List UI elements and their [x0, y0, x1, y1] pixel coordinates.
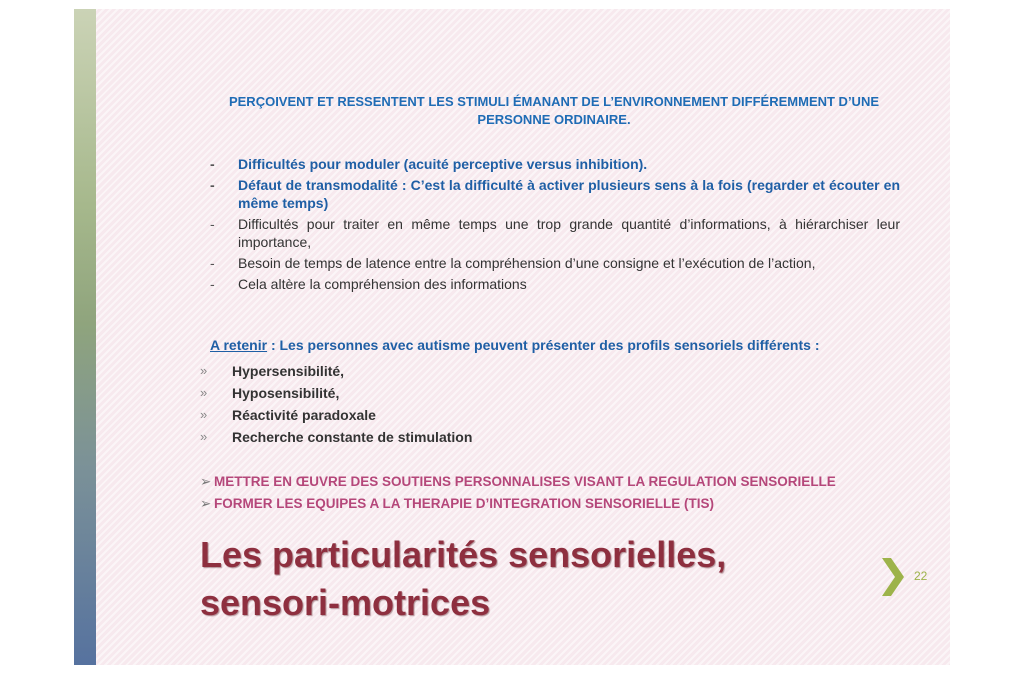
retain-text: : Les personnes avec autisme peuvent présenter des profils sensoriels différents : — [267, 337, 820, 353]
arrow-bullet-icon: ➢ — [200, 474, 212, 489]
page-number: 22 — [914, 569, 928, 583]
profile-item — [200, 382, 472, 404]
dash-marker: - — [210, 255, 215, 271]
list-item-text: Difficultés pour moduler (acuité perceptive versus inhibition). — [238, 156, 648, 172]
profile-item — [200, 404, 472, 426]
dash-marker: - — [210, 276, 215, 292]
dash-marker: - — [210, 156, 215, 172]
list-item — [210, 254, 900, 272]
action-item — [200, 471, 836, 493]
list-item — [210, 155, 900, 173]
profile-item-text: Recherche constante de stimulation — [232, 429, 473, 445]
slide — [74, 9, 950, 665]
list-item — [210, 176, 900, 212]
list-item — [210, 275, 900, 293]
retain-label: A retenir — [210, 337, 268, 353]
sensory-profiles-list — [200, 360, 472, 448]
action-item — [200, 493, 836, 515]
chevron-right-icon — [882, 558, 904, 596]
dash-marker: - — [210, 216, 215, 232]
side-gradient-bar — [74, 9, 96, 665]
chevron-marker: » — [200, 407, 208, 422]
difficulties-list — [210, 155, 900, 296]
action-item-text: METTRE EN ŒUVRE DES SOUTIENS PERSONNALISES VISANT LA REGULATION SENSORIELLE — [214, 474, 836, 489]
chevron-marker: » — [200, 385, 208, 400]
retain-note — [210, 337, 819, 353]
slide-heading: PERÇOIVENT ET RESSENTENT LES STIMULI ÉMANANT DE L’ENVIRONNEMENT DIFFÉREMMENT D’UNE PERSONNE ORDINAIRE. — [228, 94, 880, 127]
profile-item-text: Réactivité paradoxale — [232, 407, 376, 423]
action-item-text: FORMER LES EQUIPES A LA THERAPIE D’INTEGRATION SENSORIELLE (TIS) — [214, 496, 715, 511]
profile-item — [200, 426, 472, 448]
list-item-text: Cela altère la compréhension des informations — [238, 276, 527, 292]
arrow-bullet-icon: ➢ — [200, 496, 212, 511]
chevron-marker: » — [200, 363, 208, 378]
profile-item — [200, 360, 472, 382]
chevron-marker: » — [200, 429, 208, 444]
profile-item-text: Hypersensibilité, — [232, 363, 345, 379]
actions-list — [200, 471, 836, 515]
list-item — [210, 215, 900, 251]
list-item-text: Difficultés pour traiter en même temps une trop grande quantité d’informations, à hiérarchiser leur importance, — [238, 216, 900, 250]
list-item-text: Défaut de transmodalité : C’est la difficulté à activer plusieurs sens à la fois (regarder et écouter en même temps) — [238, 177, 900, 211]
slide-title: Les particularités sensorielles, sensori-motrices — [200, 534, 727, 623]
profile-item-text: Hyposensibilité, — [232, 385, 340, 401]
list-item-text: Besoin de temps de latence entre la compréhension d’une consigne et l’exécution de l’action, — [238, 255, 816, 271]
dash-marker: - — [210, 177, 215, 193]
